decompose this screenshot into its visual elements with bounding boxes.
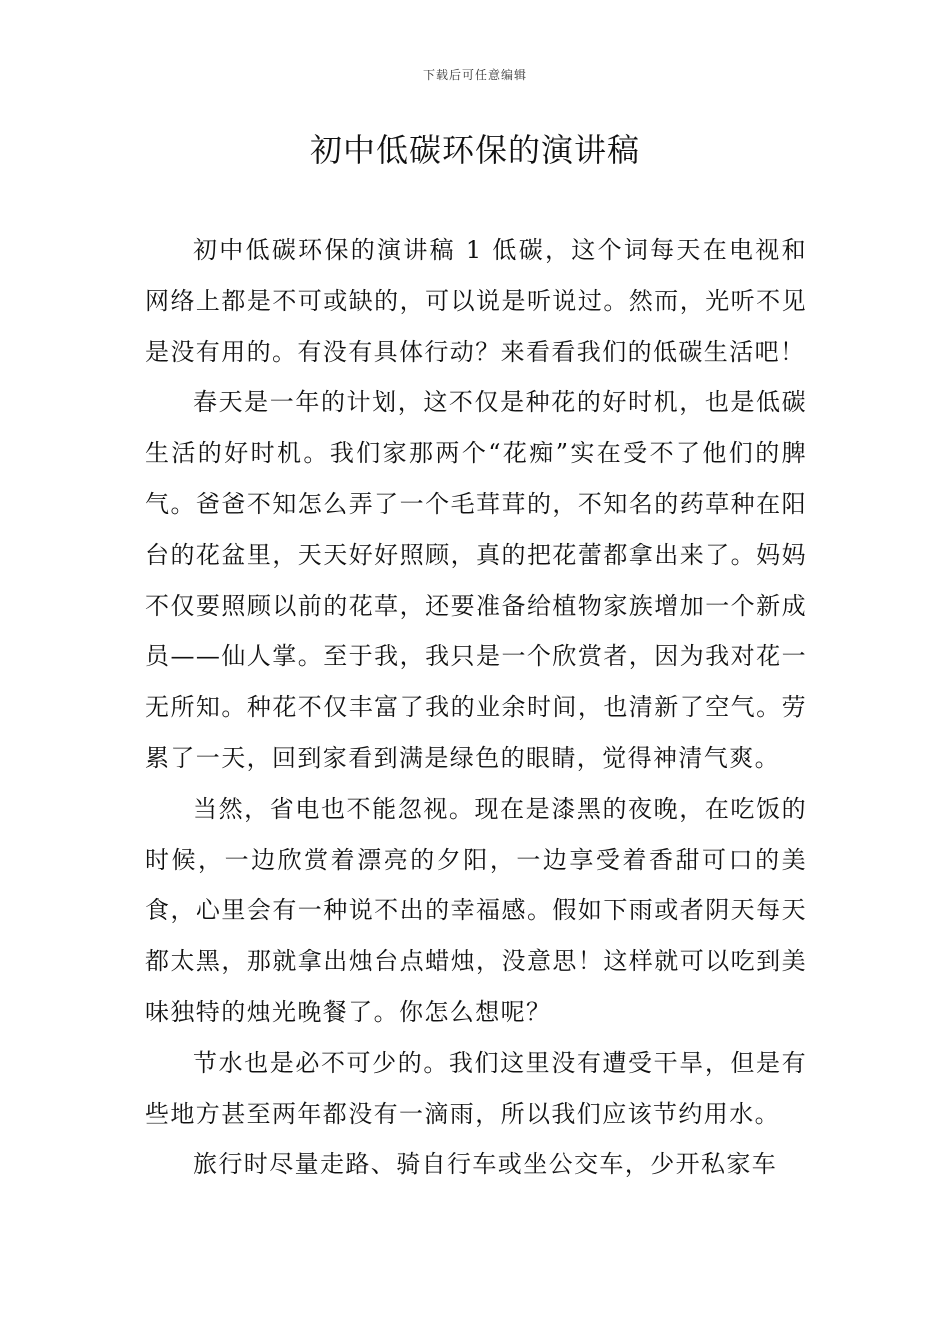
paragraph-4: 节水也是必不可少的。我们这里没有遭受干旱，但是有些地方甚至两年都没有一滴雨，所以我们应该节约用水。 bbox=[145, 1048, 807, 1128]
paragraph-3: 当然，省电也不能忽视。现在是漆黑的夜晚，在吃饭的时候，一边欣赏着漂亮的夕阳，一边享受着香甜可口的美食，心里会有一种说不出的幸福感。假如下雨或者阴天每天都太黑，那就拿出烛台点蜡烛，没意思！这样就可以吃到美味独特的烛光晚餐了。你怎么想呢？ bbox=[145, 794, 807, 1026]
paragraph-5: 旅行时尽量走路、骑自行车或坐公交车，少开私家车 bbox=[193, 1150, 778, 1179]
document-title: 初中低碳环保的演讲稿 bbox=[309, 131, 640, 169]
header-note: 下载后可任意编辑 bbox=[422, 68, 527, 82]
paragraph-1: 初中低碳环保的演讲稿 1 低碳，这个词每天在电视和网络上都是不可或缺的，可以说是听说过。然而，光听不见是没有用的。有没有具体行动？来看看我们的低碳生活吧！ bbox=[145, 236, 807, 366]
paragraph-2: 春天是一年的计划，这不仅是种花的好时机，也是低碳生活的好时机。我们家那两个“花痴”实在受不了他们的脾气。爸爸不知怎么弄了一个毛茸茸的，不知名的药草种在阳台的花盆里，天天好好照顾，真的把花蕾都拿出来了。妈妈不仅要照顾以前的花草，还要准备给植物家族增加一个新成员——仙人掌。至于我，我只是一个欣赏者，因为我对花一无所知。种花不仅丰富了我的业余时间，也清新了空气。劳累了一天，回到家看到满是绿色的眼睛，觉得神清气爽。 bbox=[145, 388, 807, 772]
document-body bbox=[145, 225, 807, 1190]
